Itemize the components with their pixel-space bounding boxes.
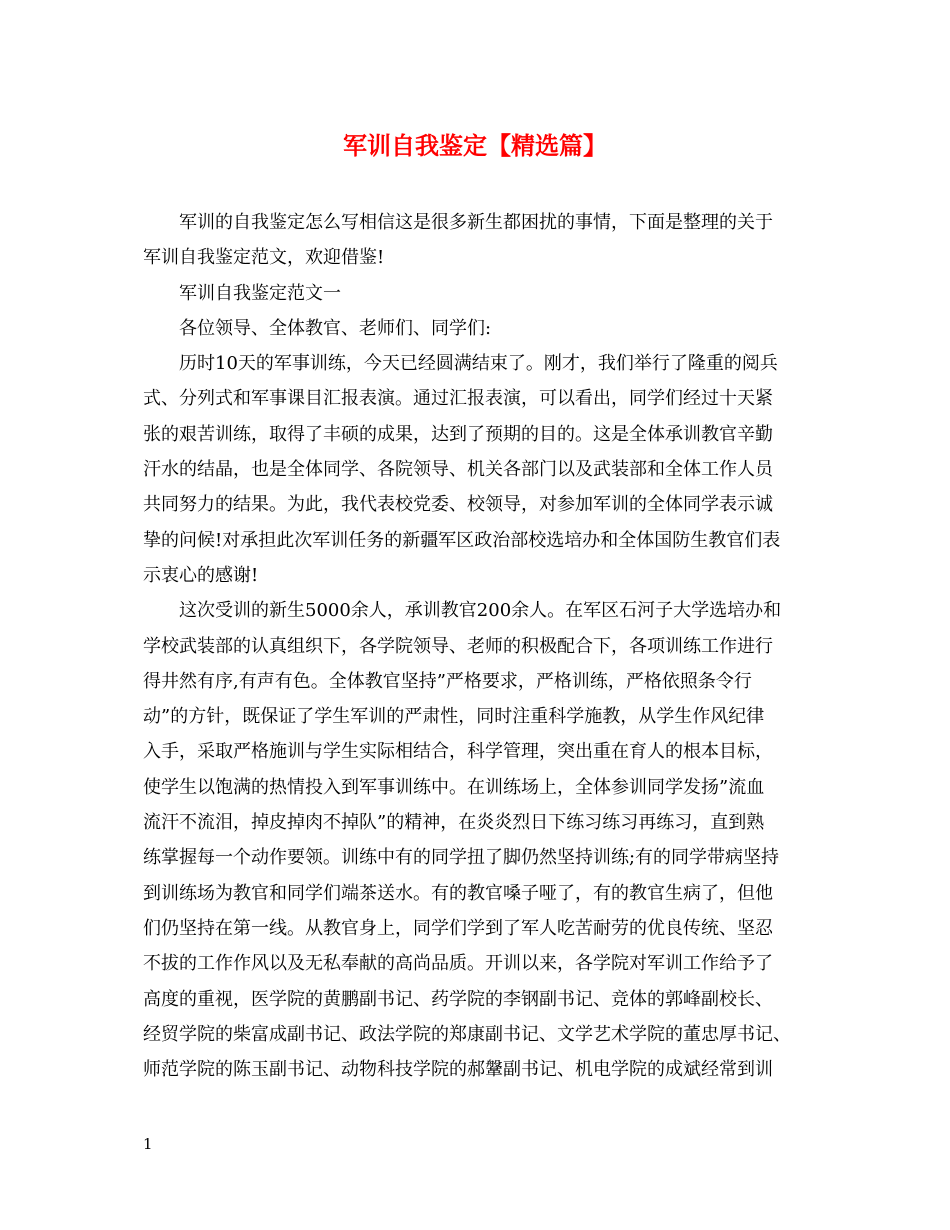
body-text-line: 历时10天的军事训练，今天已经圆满结束了。刚才，我们举行了隆重的阅兵 <box>179 353 778 375</box>
body-text-line: 练掌握每一个动作要领。训练中有的同学扭了脚仍然坚持训练;有的同学带病坚持 <box>143 847 780 869</box>
document-body <box>143 205 833 1087</box>
body-text-line: 入手，采取严格施训与学生实际相结合，科学管理，突出重在育人的根本目标， <box>143 741 773 763</box>
document-title: 军训自我鉴定【精选篇】 <box>343 131 607 160</box>
page-number: 1 <box>143 1135 153 1153</box>
body-text-line: 式、分列式和军事课目汇报表演。通过汇报表演，可以看出，同学们经过十天紧 <box>143 388 773 410</box>
body-text-line: 到训练场为教官和同学们端茶送水。有的教官嗓子哑了，有的教官生病了，但他 <box>143 882 773 904</box>
body-text-line: 不拔的工作作风以及无私奉献的高尚品质。开训以来，各学院对军训工作给予了 <box>143 953 773 975</box>
body-text-line: 各位领导、全体教官、老师们、同学们: <box>179 317 492 339</box>
body-text-line: 使学生以饱满的热情投入到军事训练中。在训练场上，全体参训同学发扬”流血 <box>143 776 765 798</box>
body-text-line: 经贸学院的柴富成副书记、政法学院的郑康副书记、文学艺术学院的董忠厚书记、 <box>143 1023 791 1045</box>
body-text-line: 军训的自我鉴定怎么写相信这是很多新生都困扰的事情，下面是整理的关于 <box>179 212 773 233</box>
body-text-line: 学校武装部的认真组织下，各学院领导、老师的积极配合下，各项训练工作进行 <box>143 635 773 657</box>
body-text-line: 张的艰苦训练，取得了丰硕的成果，达到了预期的目的。这是全体承训教官辛勤 <box>143 423 773 445</box>
body-text-line: 高度的重视，医学院的黄鹏副书记、药学院的李钢副书记、竞体的郭峰副校长、 <box>143 988 773 1010</box>
body-text-line: 汗水的结晶，也是全体同学、各院领导、机关各部门以及武装部和全体工作人员 <box>143 459 773 481</box>
body-text-line: 们仍坚持在第一线。从教官身上，同学们学到了军人吃苦耐劳的优良传统、坚忍 <box>143 917 773 939</box>
body-text-line: 动”的方针，既保证了学生军训的严肃性，同时注重科学施教，从学生作风纪律 <box>143 706 765 728</box>
body-text-line: 挚的问候!对承担此次军训任务的新疆军区政治部校选培办和全体国防生教官们表 <box>143 529 781 551</box>
body-text-line: 得井然有序,有声有色。全体教官坚持”严格要求，严格训练，严格依照条令行 <box>143 670 752 692</box>
body-text-line: 示衷心的感谢! <box>143 564 259 586</box>
body-text-line: 这次受训的新生5000余人，承训教官200余人。在军区石河子大学选培办和 <box>179 600 782 622</box>
body-text-line: 流汗不流泪，掉皮掉肉不掉队”的精神，在炎炎烈日下练习练习再练习，直到熟 <box>143 812 765 834</box>
body-text-line: 师范学院的陈玉副书记、动物科技学院的郝鞶副书记、机电学院的成斌经常到训 <box>143 1059 773 1081</box>
body-text-line: 军训自我鉴定范文一 <box>179 282 341 304</box>
body-text-line: 共同努力的结果。为此，我代表校党委、校领导，对参加军训的全体同学表示诚 <box>143 494 773 516</box>
body-text-line: 军训自我鉴定范文，欢迎借鉴! <box>143 247 385 269</box>
